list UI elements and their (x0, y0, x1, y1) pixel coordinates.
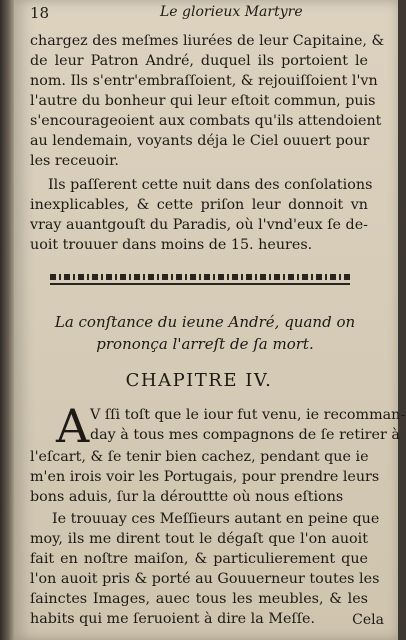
page-number: 18 (30, 4, 50, 22)
text-line: Ie trouuay ces Meſſieurs autant en peine que (52, 511, 380, 527)
page-header (30, 4, 386, 26)
text-line: bons aduis, ſur la dérouttte où nous eſtions (30, 489, 344, 505)
drop-cap: A (56, 399, 90, 453)
text-line: moy, ils me dirent tout le dégaſt que l'on auoit (30, 531, 368, 547)
chapter-title: CHAPITRE IV. (125, 370, 273, 391)
text-line: fait en noſtre maiſon, & particulierement que (30, 551, 368, 567)
text-line: day à tous mes compagnons de ſe retirer à (90, 427, 400, 443)
text-line: l'eſcart, & ſe tenir bien cachez, pendant que ie (30, 449, 369, 465)
text-line: s'encourageoient aux combats qu'ils attendoient (30, 113, 382, 129)
chapter-subtitle-line: prononça l'arreſt de ſa mort. (96, 335, 314, 353)
text-line: m'en irois voir les Portugais, pour prendre leurs (30, 469, 380, 485)
decorative-ornament-band (50, 270, 350, 286)
catchword: Cela (352, 612, 384, 628)
text-line: nom. Ils s'entr'embraſſoient, & rejouiſſoient l'vn (30, 73, 378, 89)
text-line: inexplicables, & cette priſon leur donnoit vn (30, 197, 368, 213)
text-line: habits qui me ſeruoient à dire la Meſſe. (30, 611, 316, 627)
text-line: uoit trouuer dans moins de 15. heures. (30, 237, 313, 253)
text-line: V ſſi toſt que le iour fut venu, ie recomman- (90, 407, 406, 423)
book-spine-shadow (0, 0, 14, 640)
text-line: l'autre du bonheur qui leur eſtoit commun, puis (30, 93, 376, 109)
text-line: ſainctes Images, auec tous les meubles, & les (30, 591, 368, 607)
chapter-subtitle-line: La conſtance du ieune André, quand on (54, 313, 356, 331)
text-line: Ils paſſerent cette nuit dans des conſolations (48, 177, 373, 193)
text-line: les receuoir. (30, 153, 119, 169)
text-line: vray auantgouſt du Paradis, où l'vnd'eux ſe de- (30, 217, 368, 233)
running-title: Le glorieux Martyre (160, 4, 303, 20)
text-line: chargez des meſmes liurées de leur Capitaine, & (30, 33, 385, 49)
text-line: au lendemain, voyants déja le Ciel ouuert pour (30, 133, 370, 149)
text-line: de leur Patron André, duquel ils portoient le (30, 53, 368, 69)
text-line: l'on auoit pris & porté au Gouuerneur toutes les (30, 571, 380, 587)
